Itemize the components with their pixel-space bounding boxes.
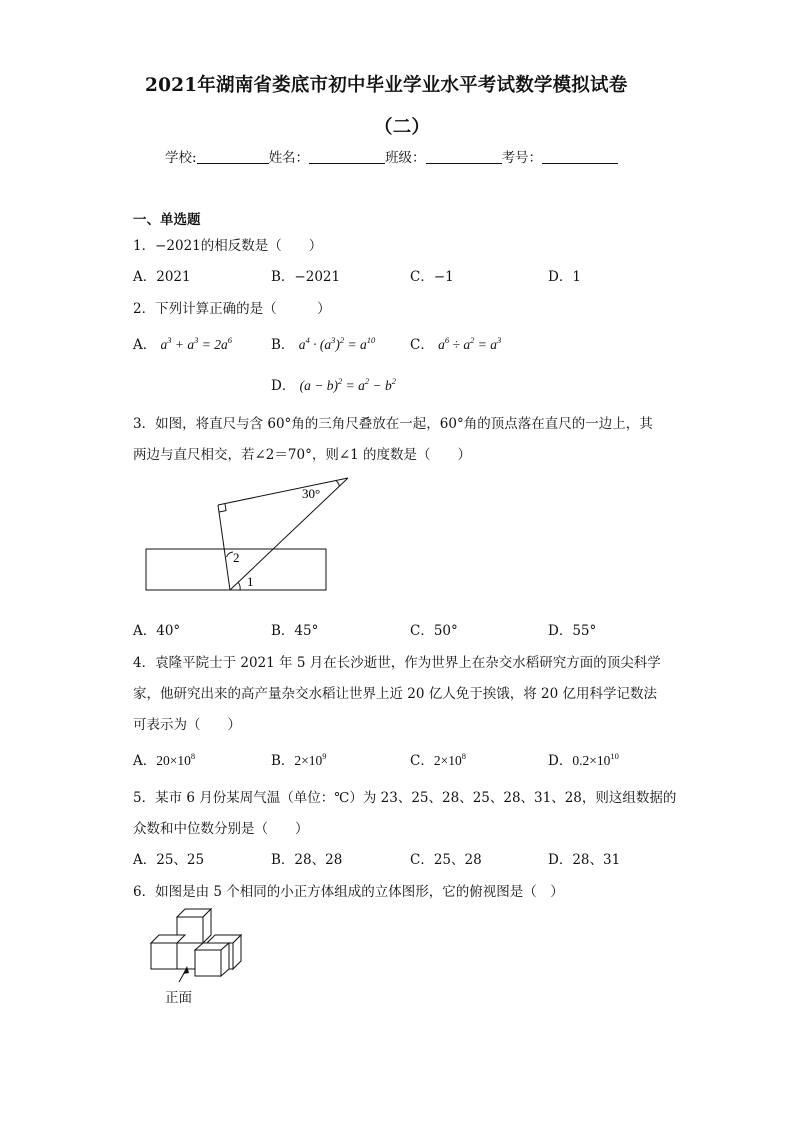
q1-option-d[interactable]: D．1 [548, 269, 581, 285]
q4-option-b[interactable] [271, 749, 327, 769]
q2-option-a-expr: $a^3 + a^3 = 2a^6$ [160, 335, 233, 352]
angle1-label: 1 [247, 574, 254, 589]
q2-option-d-label: D． [271, 378, 296, 394]
q3-option-c[interactable]: C．50° [410, 623, 458, 639]
q4-option-d[interactable] [548, 749, 619, 769]
exam-title-line2: （二） [374, 117, 431, 138]
q4-option-c[interactable] [410, 749, 466, 769]
q5-option-b[interactable]: B．28、28 [271, 852, 343, 868]
q1-stem: 1．−2021的相反数是（ ） [133, 238, 323, 254]
q4-stem-line3: 可表示为（ ） [133, 717, 241, 733]
class-label: 班级： [385, 150, 426, 166]
school-blank[interactable] [197, 150, 269, 164]
q1-option-c[interactable]: C．−1 [410, 269, 454, 285]
q6-cube-figure [145, 906, 250, 1006]
q5-stem-line1: 5．某市 6 月份某周气温（单位：℃）为 23、25、28、25、28、31、28，则这组数据的 [133, 790, 677, 806]
name-blank[interactable] [309, 150, 385, 164]
q4-stem-line1: 4．袁隆平院士于 2021 年 5 月在长沙逝世，作为世界上在杂交水稻研究方面的顶尖科学 [133, 655, 661, 671]
q4-option-c-expr: $2\times 10^8$ [433, 751, 466, 768]
q3-stem-line2: 两边与直尺相交，若∠2＝70°，则∠1 的度数是（ ） [133, 447, 472, 463]
q3-option-d[interactable]: D．55° [548, 623, 597, 639]
q4-option-d-expr: $0.2\times 10^{10}$ [572, 751, 619, 768]
angle30-arc [336, 481, 340, 487]
q2-option-b-label: B． [271, 337, 295, 353]
cube-front-right-front [195, 950, 221, 976]
q5-option-c[interactable]: C．25、28 [410, 852, 482, 868]
q2-stem: 2．下列计算正确的是（ ） [133, 301, 331, 317]
q3-stem-line1: 3．如图，将直尺与含 60°角的三角尺叠放在一起，60°角的顶点落在直尺的一边上，其 [133, 416, 653, 432]
q5-option-a[interactable]: A．25、25 [133, 852, 205, 868]
class-blank[interactable] [426, 150, 502, 164]
q4-option-a[interactable] [133, 749, 195, 769]
exam-title-line1: 2021年湖南省娄底市初中毕业学业水平考试数学模拟试卷 [145, 75, 628, 96]
q4-option-c-label: C． [410, 753, 434, 769]
exam-no-label: 考号： [501, 150, 543, 166]
q2-option-c[interactable] [410, 333, 501, 353]
q2-option-d-expr: $(a - b)^2 = a^2 - b^2$ [299, 376, 396, 393]
q6-stem: 6．如图是由 5 个相同的小正方体组成的立体图形，它的俯视图是（ ） [133, 884, 564, 900]
q4-option-a-label: A． [133, 753, 157, 769]
q2-option-b[interactable] [271, 333, 375, 353]
q4-option-a-expr: $20\times 10^8$ [156, 751, 196, 768]
q5-stem-line2: 众数和中位数分别是（ ） [133, 821, 309, 837]
angle2-label: 2 [233, 550, 240, 565]
q4-stem-line2: 家，他研究出来的高产量杂交水稻让世界上近 20 亿人免于挨饿，将 20 亿用科学记数法 [133, 686, 658, 702]
q1-option-a[interactable]: A．2021 [133, 269, 191, 285]
q1-option-b[interactable]: B．−2021 [271, 269, 341, 285]
q4-option-b-expr: $2\times 10^9$ [294, 751, 327, 768]
q4-option-d-label: D． [548, 753, 573, 769]
q2-option-a[interactable] [133, 333, 232, 353]
q2-option-d[interactable] [271, 374, 396, 394]
q3-option-a[interactable]: A．40° [133, 623, 181, 639]
triangle-leg-vertical [218, 505, 230, 590]
q4-option-b-label: B． [271, 753, 295, 769]
student-info-line [165, 146, 618, 166]
section-heading: 一、单选题 [133, 212, 201, 228]
q5-option-d[interactable]: D．28、31 [548, 852, 621, 868]
name-label: 姓名： [268, 150, 310, 166]
q2-option-c-label: C． [410, 337, 434, 353]
exam-no-blank[interactable] [542, 150, 618, 164]
q2-option-a-label: A． [133, 337, 157, 353]
q3-figure [140, 472, 360, 597]
q6-front-label: 正面 [165, 990, 192, 1006]
q3-option-b[interactable]: B．45° [271, 623, 319, 639]
cube-left-front [151, 943, 177, 969]
triangle-leg-top [218, 478, 348, 505]
school-label: 学校: [165, 150, 197, 166]
angle1-arc [238, 582, 240, 590]
q2-option-b-expr: $a^4 \cdot (a^3)^2 = a^{10}$ [298, 335, 376, 352]
angle30-label: 30° [302, 486, 321, 501]
q2-option-c-expr: $a^6 \div a^2 = a^3$ [438, 335, 502, 352]
